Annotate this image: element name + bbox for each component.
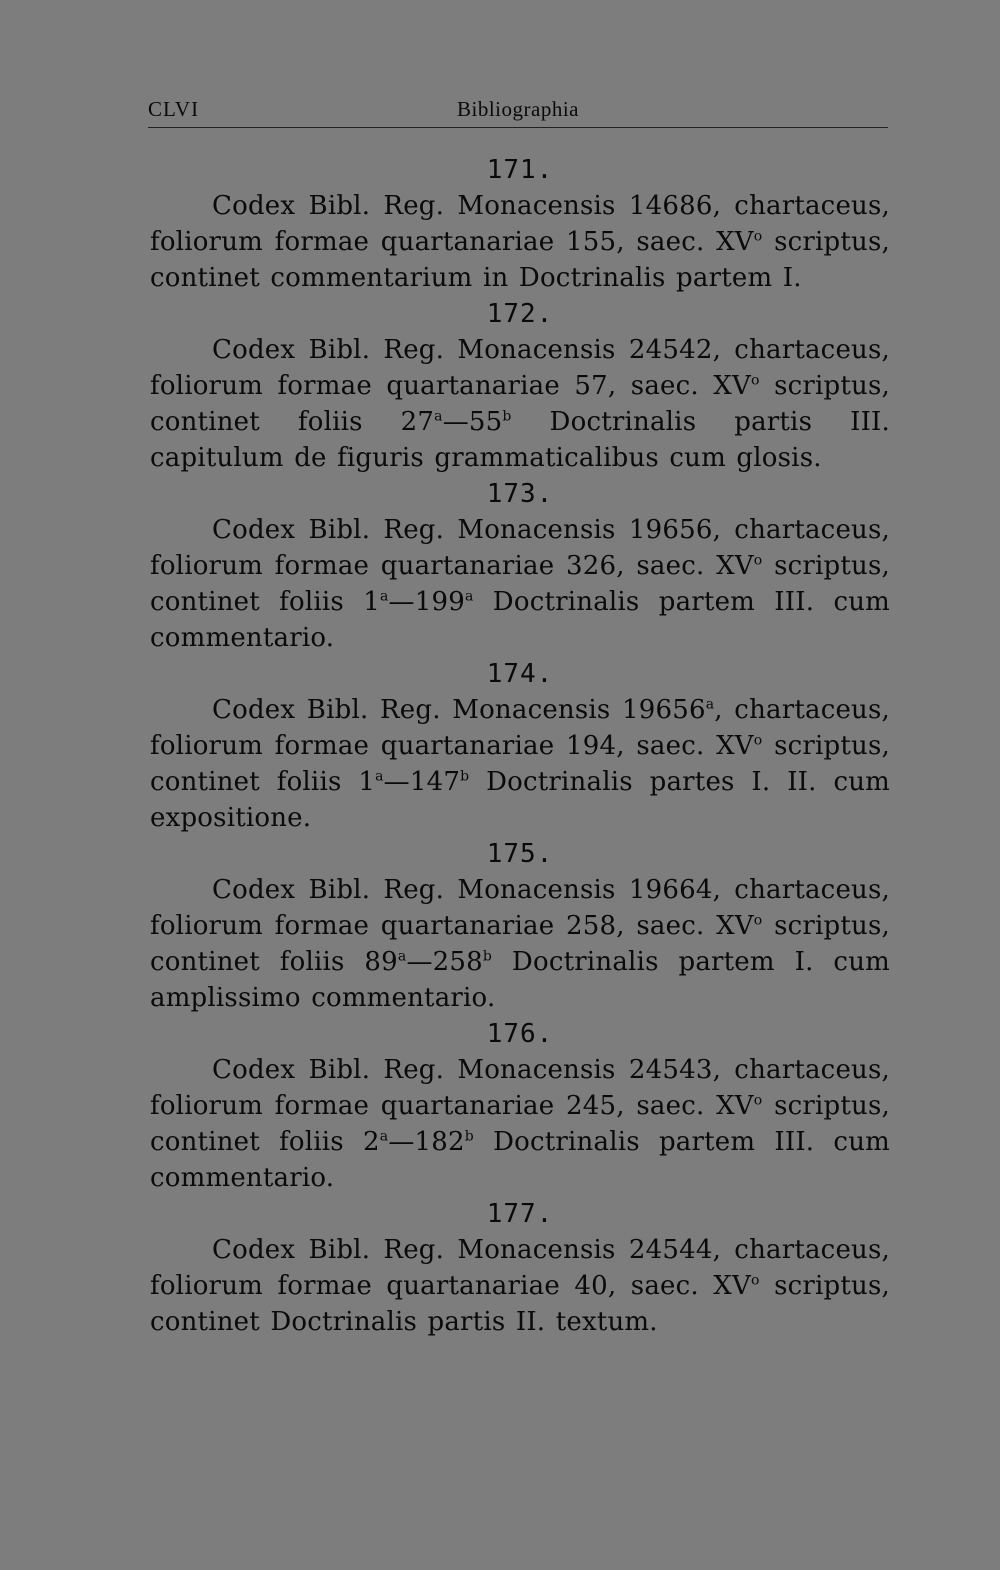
entry-number: 172. [486, 299, 554, 329]
entry-number: 173. [486, 479, 554, 509]
header-rule [148, 127, 888, 128]
entry-list [150, 152, 890, 1340]
entry-text: Codex Bibl. Reg. Monacensis 19664, chartaceus, foliorum formae quartanariae 258, saec. $XV^o$ scriptus, continet foliis 89$^a$—258$^b$ Doctrinalis partem I. cum amplissimo commentario. [150, 875, 890, 1013]
entry-text: Codex Bibl. Reg. Monacensis 24544, chartaceus, foliorum formae quartanariae 40, saec. $XV^o$ scriptus, continet Doctrinalis partis II. textum. [150, 1235, 890, 1337]
entry-number: 174. [486, 659, 554, 689]
entry-text: Codex Bibl. Reg. Monacensis 19656$^a$, chartaceus, foliorum formae quartanariae 194, saec. $XV^o$ scriptus, continet foliis 1$^a$—147$^b$ Doctrinalis partes I. II. cum expositione. [150, 695, 891, 833]
catalog-entry [150, 1196, 890, 1340]
catalog-entry [150, 296, 890, 476]
catalog-entry [150, 656, 890, 836]
entry-number: 175. [486, 839, 554, 869]
page-folio: CLVI [148, 97, 200, 121]
entry-text: Codex Bibl. Reg. Monacensis 14686, chartaceus, foliorum formae quartanariae 155, saec. $XV^o$ scriptus, continet commentarium in Doctrinalis partem I. [150, 191, 890, 293]
running-title: Bibliographia [457, 97, 579, 121]
entry-text: Codex Bibl. Reg. Monacensis 24543, chartaceus, foliorum formae quartanariae 245, saec. $XV^o$ scriptus, continet foliis 2$^a$—182$^b$ Doctrinalis partem III. cum commentario. [150, 1055, 890, 1193]
entry-text: Codex Bibl. Reg. Monacensis 19656, chartaceus, foliorum formae quartanariae 326, saec. $XV^o$ scriptus, continet foliis 1$^a$—199$^a$ Doctrinalis partem III. cum commentario. [150, 515, 891, 653]
entry-number: 171. [486, 155, 554, 185]
catalog-entry [150, 1016, 890, 1196]
catalog-entry [150, 152, 890, 296]
catalog-entry [150, 476, 890, 656]
entry-number: 176. [486, 1019, 554, 1049]
catalog-entry [150, 836, 890, 1016]
page-header [148, 97, 888, 125]
entry-text: Codex Bibl. Reg. Monacensis 24542, chartaceus, foliorum formae quartanariae 57, saec. $XV^o$ scriptus, continet foliis 27$^a$—55$^b$ Doctrinalis partis III. capitulum de figuris grammaticalibus cum glosis. [150, 335, 890, 473]
entry-number: 177. [486, 1199, 554, 1229]
